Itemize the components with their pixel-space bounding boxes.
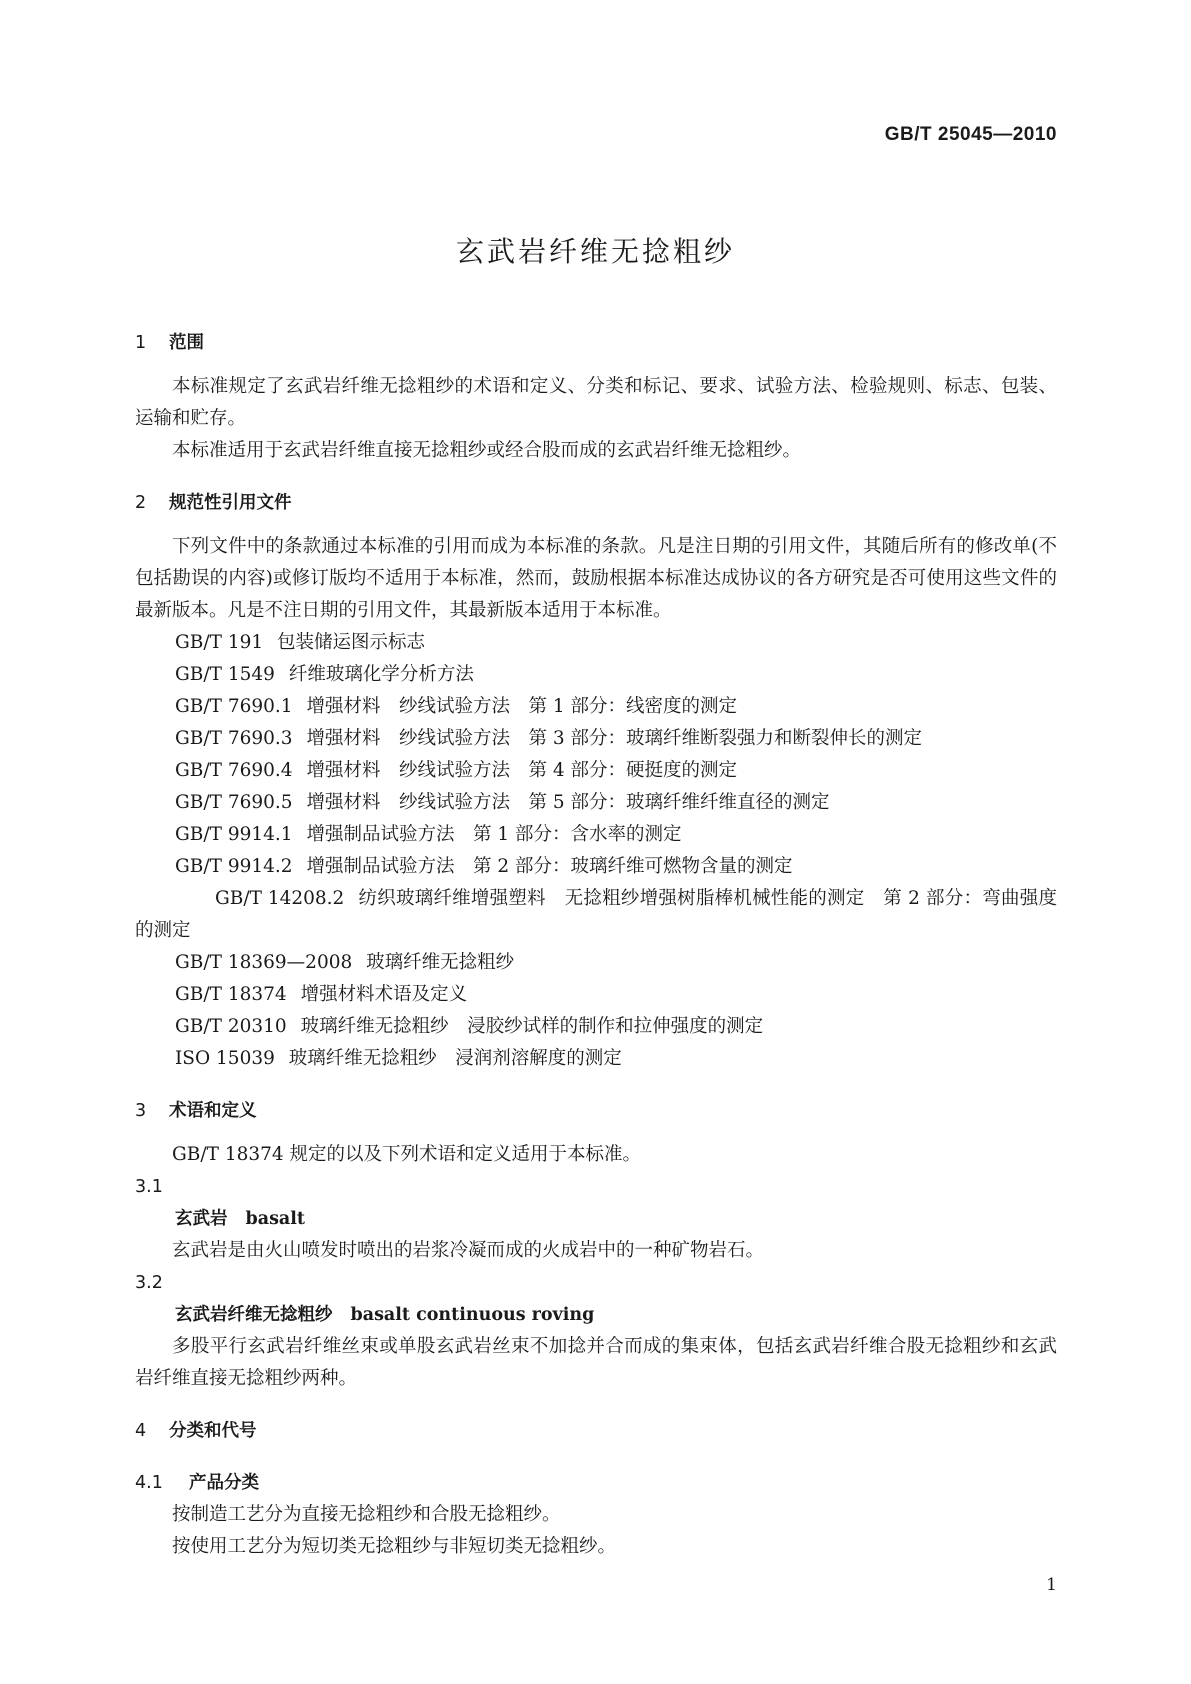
term-chinese: 玄武岩 <box>175 1209 228 1229</box>
terms-intro: GB/T 18374 规定的以及下列术语和定义适用于本标准。 <box>172 1144 642 1165</box>
reference-title: 包装储运图示标志 <box>277 632 426 653</box>
reference-code: GB/T 7690.3 <box>175 728 293 749</box>
reference-code: GB/T 1549 <box>175 664 275 685</box>
reference-code: GB/T 20310 <box>175 1016 287 1037</box>
term-number: 3.2 <box>135 1273 163 1293</box>
term-number: 3.1 <box>135 1177 163 1197</box>
reference-title: 纺织玻璃纤维增强塑料 无捻粗纱增强树脂棒机械性能的测定 第 2 部分：弯曲强度的测定 <box>135 888 1057 941</box>
section-number: 4 <box>135 1421 147 1441</box>
reference-item <box>135 723 1057 755</box>
reference-title: 增强制品试验方法 第 2 部分：玻璃纤维可燃物含量的测定 <box>306 856 793 877</box>
reference-code: GB/T 191 <box>175 632 264 653</box>
reference-title: 纤维玻璃化学分析方法 <box>288 664 474 685</box>
reference-item <box>135 787 1057 819</box>
reference-code: GB/T 18374 <box>175 984 287 1005</box>
reference-code: GB/T 18369—2008 <box>175 952 353 973</box>
reference-item <box>135 1043 1057 1075</box>
reference-item <box>135 819 1057 851</box>
term-english: basalt continuous roving <box>350 1305 595 1325</box>
reference-code: GB/T 9914.1 <box>175 824 293 845</box>
classification-paragraph-1: 按制造工艺分为直接无捻粗纱和合股无捻粗纱。 <box>172 1504 561 1525</box>
reference-title: 增强材料 纱线试验方法 第 3 部分：玻璃纤维断裂强力和断裂伸长的测定 <box>306 728 922 749</box>
section-number: 1 <box>135 333 147 353</box>
reference-code: GB/T 7690.5 <box>175 792 293 813</box>
standard-code: GB/T 25045—2010 <box>884 124 1057 145</box>
reference-title: 玻璃纤维无捻粗纱 <box>366 952 515 973</box>
section-number: 2 <box>135 493 147 513</box>
reference-code: GB/T 7690.1 <box>175 696 293 717</box>
term-chinese: 玄武岩纤维无捻粗纱 <box>175 1305 333 1325</box>
subsection-title: 产品分类 <box>189 1473 259 1493</box>
term-entry <box>135 1299 1057 1331</box>
reference-title: 增强材料术语及定义 <box>300 984 468 1005</box>
reference-title: 玻璃纤维无捻粗纱 浸润剂溶解度的测定 <box>288 1048 622 1069</box>
section-title: 范围 <box>169 333 204 353</box>
reference-item <box>135 755 1057 787</box>
section-1-heading <box>135 327 1057 359</box>
term-definition: 玄武岩是由火山喷发时喷出的岩浆冷凝而成的火成岩中的一种矿物岩石。 <box>172 1240 765 1261</box>
scope-paragraph-1: 本标准规定了玄武岩纤维无捻粗纱的术语和定义、分类和标记、要求、试验方法、检验规则、标志、包装、运输和贮存。 <box>135 376 1057 429</box>
classification-paragraph-2: 按使用工艺分为短切类无捻粗纱与非短切类无捻粗纱。 <box>172 1536 617 1557</box>
section-3-heading <box>135 1095 1057 1127</box>
subsection-number: 4.1 <box>135 1473 163 1493</box>
section-2-heading <box>135 487 1057 519</box>
section-number: 3 <box>135 1101 147 1121</box>
page-number: 1 <box>1046 1575 1057 1595</box>
reference-item <box>135 883 1057 947</box>
scope-paragraph-2: 本标准适用于玄武岩纤维直接无捻粗纱或经合股而成的玄武岩纤维无捻粗纱。 <box>172 440 802 461</box>
reference-item <box>135 1011 1057 1043</box>
section-title: 规范性引用文件 <box>169 493 292 513</box>
reference-item <box>135 851 1057 883</box>
reference-title: 玻璃纤维无捻粗纱 浸胶纱试样的制作和拉伸强度的测定 <box>300 1016 764 1037</box>
term-definition: 多股平行玄武岩纤维丝束或单股玄武岩丝束不加捻并合而成的集束体，包括玄武岩纤维合股无捻粗纱和玄武岩纤维直接无捻粗纱两种。 <box>135 1336 1057 1389</box>
section-title: 术语和定义 <box>169 1101 257 1121</box>
reference-code: GB/T 9914.2 <box>175 856 293 877</box>
term-english: basalt <box>245 1209 305 1229</box>
reference-item <box>135 979 1057 1011</box>
document-title: 玄武岩纤维无捻粗纱 <box>455 235 735 268</box>
reference-title: 增强材料 纱线试验方法 第 5 部分：玻璃纤维纤维直径的测定 <box>306 792 830 813</box>
section-title: 分类和代号 <box>169 1421 257 1441</box>
reference-item <box>135 659 1057 691</box>
reference-title: 增强材料 纱线试验方法 第 1 部分：线密度的测定 <box>306 696 737 717</box>
reference-code: GB/T 7690.4 <box>175 760 293 781</box>
subsection-4-1-heading <box>135 1467 1057 1499</box>
reference-item <box>135 627 1057 659</box>
reference-item <box>135 691 1057 723</box>
reference-title: 增强制品试验方法 第 1 部分：含水率的测定 <box>306 824 682 845</box>
section-4-heading <box>135 1415 1057 1447</box>
document-body <box>135 327 1057 1563</box>
reference-item <box>135 947 1057 979</box>
reference-title: 增强材料 纱线试验方法 第 4 部分：硬挺度的测定 <box>306 760 737 781</box>
reference-code: GB/T 14208.2 <box>215 888 345 909</box>
references-intro: 下列文件中的条款通过本标准的引用而成为本标准的条款。凡是注日期的引用文件，其随后所有的修改单(不包括勘误的内容)或修订版均不适用于本标准，然而，鼓励根据本标准达成协议的各方研究是否可使用这些文件的最新版本。凡是不注日期的引用文件，其最新版本适用于本标准。 <box>135 536 1057 621</box>
reference-code: ISO 15039 <box>175 1048 275 1069</box>
term-entry <box>135 1203 1057 1235</box>
